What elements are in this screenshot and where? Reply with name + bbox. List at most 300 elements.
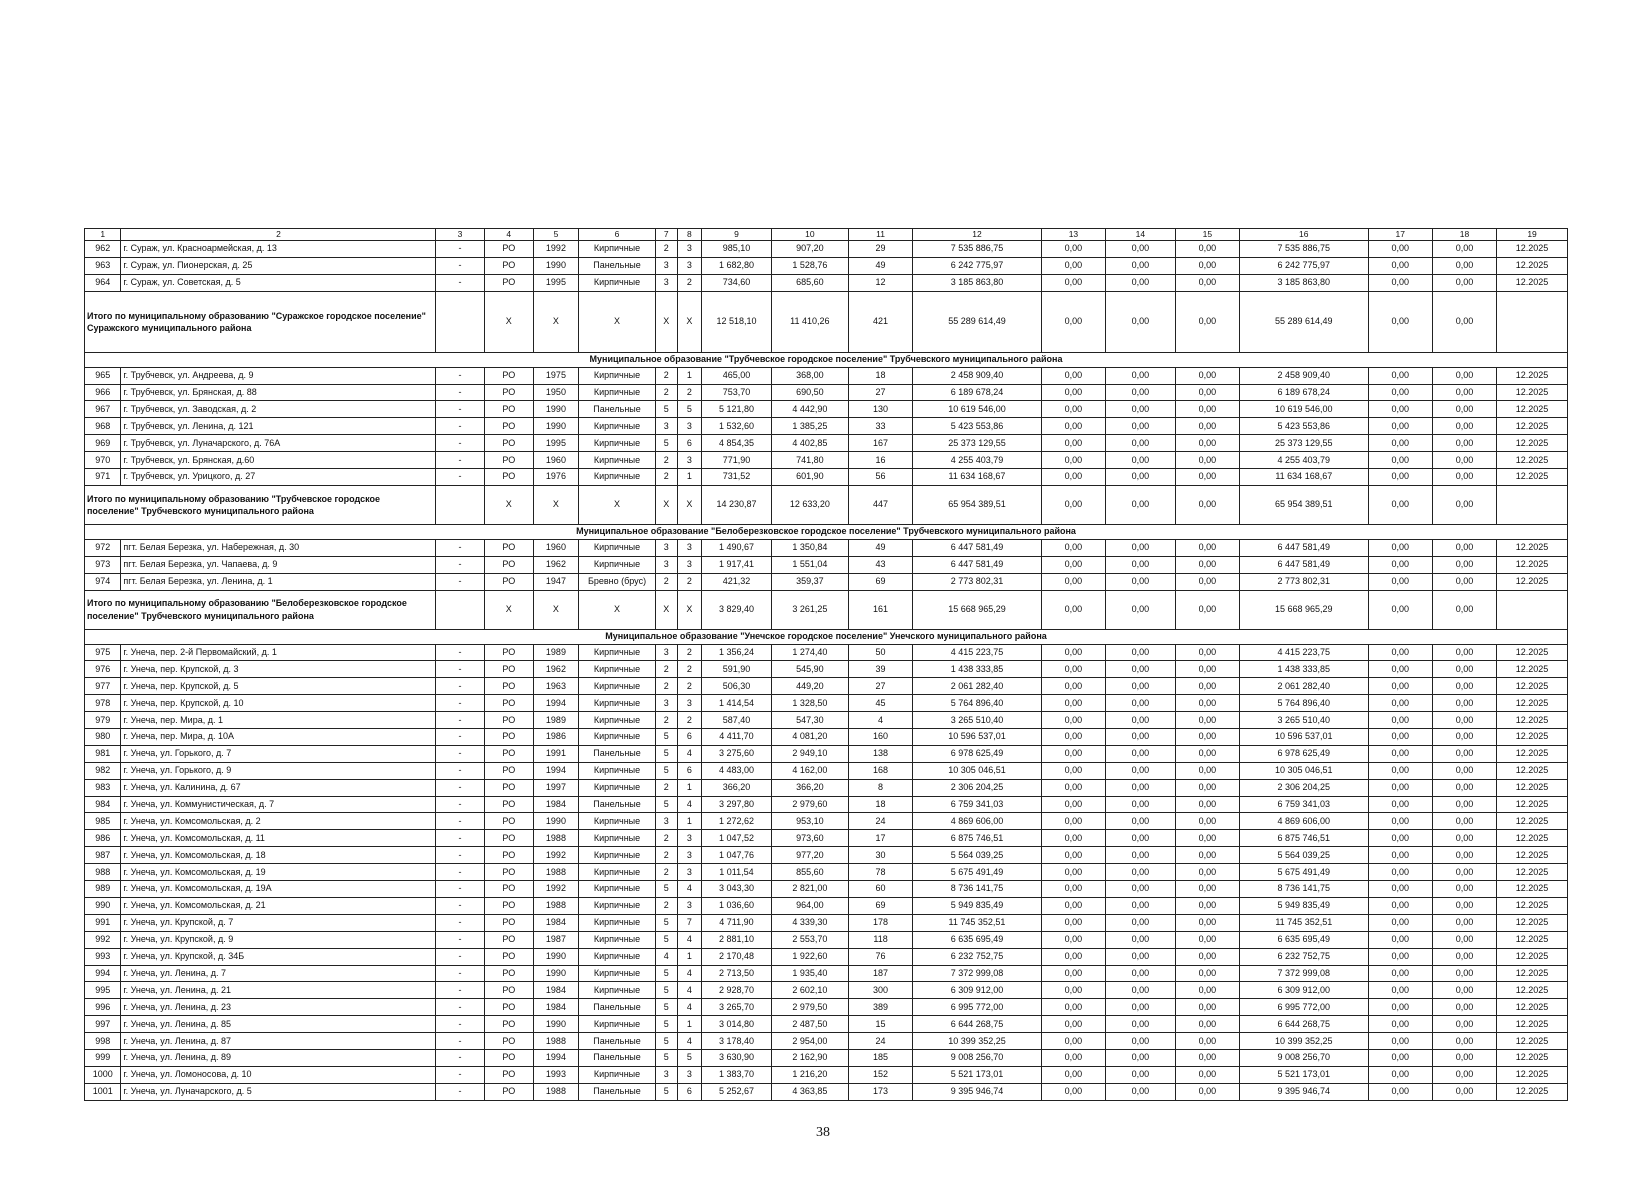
table-cell: - <box>436 1016 484 1033</box>
subtotal-cell: X <box>484 291 533 352</box>
table-cell: 2 954,00 <box>771 1033 848 1050</box>
table-cell: 3 <box>677 418 702 435</box>
table-cell: 690,50 <box>771 384 848 401</box>
subtotal-cell: X <box>656 485 677 524</box>
table-cell: Панельные <box>578 745 655 762</box>
table-cell: 10 305 046,51 <box>913 762 1042 779</box>
subtotal-cell <box>436 485 484 524</box>
table-cell: Кирпичные <box>578 948 655 965</box>
table-row <box>85 257 1568 274</box>
table-cell: 6 189 678,24 <box>1239 384 1368 401</box>
subtotal-cell: X <box>484 590 533 629</box>
table-cell: 0,00 <box>1175 982 1239 999</box>
table-cell: 12.2025 <box>1497 729 1568 746</box>
table-row <box>85 796 1568 813</box>
column-number: 6 <box>578 229 655 241</box>
table-cell: 0,00 <box>1432 539 1496 556</box>
table-cell: 0,00 <box>1106 1033 1176 1050</box>
column-number: 8 <box>677 229 702 241</box>
table-cell: Бревно (брус) <box>578 573 655 590</box>
table-cell: 5 521 173,01 <box>913 1066 1042 1083</box>
table-cell: 0,00 <box>1106 779 1176 796</box>
table-cell: Панельные <box>578 401 655 418</box>
table-cell: - <box>436 695 484 712</box>
table-cell: 12.2025 <box>1497 1066 1568 1083</box>
table-cell: 545,90 <box>771 661 848 678</box>
subtotal-cell: 447 <box>848 485 912 524</box>
table-row <box>85 931 1568 948</box>
table-cell: 1984 <box>533 796 578 813</box>
table-cell: 0,00 <box>1368 847 1432 864</box>
table-cell: 0,00 <box>1368 813 1432 830</box>
table-cell: 1984 <box>533 982 578 999</box>
table-cell: РО <box>484 830 533 847</box>
table-cell: 0,00 <box>1106 1066 1176 1083</box>
table-cell: 962 <box>85 241 121 258</box>
table-cell: 12.2025 <box>1497 644 1568 661</box>
table-cell: 1 490,67 <box>702 539 772 556</box>
subtotal-row <box>85 590 1568 629</box>
table-cell: Кирпичные <box>578 830 655 847</box>
table-cell: Кирпичные <box>578 644 655 661</box>
table-cell: 0,00 <box>1432 435 1496 452</box>
table-cell: 0,00 <box>1106 384 1176 401</box>
table-cell: г. Унеча, ул. Ленина, д. 85 <box>121 1016 436 1033</box>
subtotal-cell <box>1497 291 1568 352</box>
table-cell: 152 <box>848 1066 912 1083</box>
table-cell: 3 178,40 <box>702 1033 772 1050</box>
table-cell: 6 875 746,51 <box>913 830 1042 847</box>
table-cell: 6 875 746,51 <box>1239 830 1368 847</box>
table-cell: Кирпичные <box>578 367 655 384</box>
table-cell: РО <box>484 1066 533 1083</box>
column-number: 9 <box>702 229 772 241</box>
table-cell: 0,00 <box>1175 779 1239 796</box>
table-cell: 0,00 <box>1432 678 1496 695</box>
table-cell: 5 521 173,01 <box>1239 1066 1368 1083</box>
table-cell: 389 <box>848 999 912 1016</box>
table-cell: РО <box>484 1033 533 1050</box>
table-cell: Кирпичные <box>578 762 655 779</box>
table-cell: РО <box>484 469 533 486</box>
table-cell: 5 <box>656 982 677 999</box>
table-cell: 0,00 <box>1175 864 1239 881</box>
table-cell: 5 <box>656 745 677 762</box>
table-cell: 12.2025 <box>1497 678 1568 695</box>
table-cell: 1 528,76 <box>771 257 848 274</box>
table-cell: 1 438 333,85 <box>1239 661 1368 678</box>
subtotal-cell: 0,00 <box>1041 590 1105 629</box>
table-cell: г. Унеча, пер. Мира, д. 1 <box>121 712 436 729</box>
table-row <box>85 948 1568 965</box>
table-cell: 981 <box>85 745 121 762</box>
table-cell: 1963 <box>533 678 578 695</box>
subtotal-cell: 0,00 <box>1041 291 1105 352</box>
table-cell: 6 <box>677 435 702 452</box>
table-cell: 0,00 <box>1106 830 1176 847</box>
table-cell: 168 <box>848 762 912 779</box>
subtotal-cell <box>1497 590 1568 629</box>
table-cell: 12.2025 <box>1497 779 1568 796</box>
table-cell: 0,00 <box>1106 241 1176 258</box>
table-cell: 0,00 <box>1175 452 1239 469</box>
table-cell: - <box>436 1083 484 1100</box>
table-cell: 0,00 <box>1175 813 1239 830</box>
table-cell: 4 411,70 <box>702 729 772 746</box>
table-cell: 0,00 <box>1432 1066 1496 1083</box>
table-cell: РО <box>484 241 533 258</box>
table-cell: 0,00 <box>1041 897 1105 914</box>
table-cell: 994 <box>85 965 121 982</box>
table-cell: 5 <box>656 914 677 931</box>
table-cell: 0,00 <box>1041 796 1105 813</box>
table-row <box>85 469 1568 486</box>
table-cell: 0,00 <box>1368 241 1432 258</box>
table-cell: 753,70 <box>702 384 772 401</box>
column-number: 15 <box>1175 229 1239 241</box>
table-cell: 1 036,60 <box>702 897 772 914</box>
table-cell: Панельные <box>578 999 655 1016</box>
table-cell: 6 <box>677 1083 702 1100</box>
table-cell: РО <box>484 539 533 556</box>
table-cell: 12.2025 <box>1497 982 1568 999</box>
table-cell: 1 <box>677 813 702 830</box>
table-cell: 1994 <box>533 762 578 779</box>
table-cell: - <box>436 982 484 999</box>
table-cell: 0,00 <box>1432 999 1496 1016</box>
table-cell: Кирпичные <box>578 931 655 948</box>
table-cell: 2 <box>656 573 677 590</box>
table-cell: 17 <box>848 830 912 847</box>
table-cell: 0,00 <box>1432 830 1496 847</box>
table-cell: 12.2025 <box>1497 573 1568 590</box>
table-cell: 12.2025 <box>1497 745 1568 762</box>
table-cell: 0,00 <box>1368 274 1432 291</box>
table-cell: 0,00 <box>1175 1049 1239 1066</box>
table-cell: 12.2025 <box>1497 931 1568 948</box>
table-cell: 1994 <box>533 695 578 712</box>
table-cell: 4 363,85 <box>771 1083 848 1100</box>
table-row <box>85 274 1568 291</box>
table-cell: 9 008 256,70 <box>913 1049 1042 1066</box>
table-cell: 0,00 <box>1368 712 1432 729</box>
table-cell: - <box>436 830 484 847</box>
table-cell: 0,00 <box>1106 644 1176 661</box>
table-row <box>85 762 1568 779</box>
table-cell: 25 373 129,55 <box>1239 435 1368 452</box>
table-cell: 12.2025 <box>1497 556 1568 573</box>
table-cell: Панельные <box>578 1049 655 1066</box>
subtotal-cell: 0,00 <box>1368 590 1432 629</box>
table-cell: Кирпичные <box>578 813 655 830</box>
table-row <box>85 864 1568 881</box>
table-cell: 1990 <box>533 418 578 435</box>
table-cell: 5 675 491,49 <box>913 864 1042 881</box>
table-cell: 0,00 <box>1432 712 1496 729</box>
table-cell: 2 458 909,40 <box>913 367 1042 384</box>
table-cell: 25 373 129,55 <box>913 435 1042 452</box>
table-cell: 6 978 625,49 <box>1239 745 1368 762</box>
table-cell: 0,00 <box>1175 367 1239 384</box>
table-cell: 0,00 <box>1106 469 1176 486</box>
table-cell: 0,00 <box>1041 830 1105 847</box>
subtotal-cell: 0,00 <box>1432 590 1496 629</box>
table-cell: 0,00 <box>1106 897 1176 914</box>
table-cell: 0,00 <box>1368 452 1432 469</box>
table-cell: 1986 <box>533 729 578 746</box>
table-cell: 1993 <box>533 1066 578 1083</box>
table-cell: - <box>436 452 484 469</box>
table-cell: г. Унеча, ул. Комсомольская, д. 18 <box>121 847 436 864</box>
table-cell: 1 <box>677 469 702 486</box>
table-cell: 4 442,90 <box>771 401 848 418</box>
table-cell: 7 <box>677 914 702 931</box>
table-cell: г. Унеча, ул. Комсомольская, д. 19А <box>121 881 436 898</box>
table-cell: 0,00 <box>1106 678 1176 695</box>
table-cell: 2 <box>677 274 702 291</box>
column-number: 12 <box>913 229 1042 241</box>
table-row <box>85 813 1568 830</box>
table-cell: Кирпичные <box>578 274 655 291</box>
table-cell: 0,00 <box>1175 257 1239 274</box>
table-cell: 2 979,60 <box>771 796 848 813</box>
table-cell: 1 <box>677 367 702 384</box>
table-cell: 2 162,90 <box>771 1049 848 1066</box>
table-cell: г. Трубчевск, ул. Урицкого, д. 27 <box>121 469 436 486</box>
table-cell: РО <box>484 914 533 931</box>
subtotal-cell: X <box>677 485 702 524</box>
table-cell: 0,00 <box>1041 1049 1105 1066</box>
table-cell: 0,00 <box>1041 257 1105 274</box>
table-cell: 24 <box>848 813 912 830</box>
table-cell: 0,00 <box>1106 1083 1176 1100</box>
table-cell: 0,00 <box>1368 745 1432 762</box>
table-cell: 12.2025 <box>1497 241 1568 258</box>
subtotal-cell: 0,00 <box>1432 291 1496 352</box>
table-cell: 0,00 <box>1041 435 1105 452</box>
table-cell: 12.2025 <box>1497 999 1568 1016</box>
table-cell: РО <box>484 401 533 418</box>
table-cell: 1960 <box>533 539 578 556</box>
table-cell: 3 297,80 <box>702 796 772 813</box>
table-cell: 0,00 <box>1106 1016 1176 1033</box>
table-cell: РО <box>484 965 533 982</box>
table-cell: 0,00 <box>1432 1049 1496 1066</box>
table-cell: 0,00 <box>1106 435 1176 452</box>
table-cell: 5 <box>656 729 677 746</box>
table-cell: 0,00 <box>1106 847 1176 864</box>
table-cell: - <box>436 965 484 982</box>
table-cell: Кирпичные <box>578 897 655 914</box>
table-cell: 0,00 <box>1368 965 1432 982</box>
table-cell: 993 <box>85 948 121 965</box>
table-cell: 0,00 <box>1106 573 1176 590</box>
table-cell: 0,00 <box>1041 241 1105 258</box>
table-cell: 15 <box>848 1016 912 1033</box>
table-cell: 5 <box>677 401 702 418</box>
table-cell: 0,00 <box>1368 982 1432 999</box>
table-cell: РО <box>484 729 533 746</box>
table-cell: 10 596 537,01 <box>1239 729 1368 746</box>
table-cell: г. Унеча, пер. 2-й Первомайский, д. 1 <box>121 644 436 661</box>
table-cell: 0,00 <box>1432 452 1496 469</box>
table-cell: 4 339,30 <box>771 914 848 931</box>
table-cell: 0,00 <box>1368 257 1432 274</box>
table-cell: РО <box>484 762 533 779</box>
table-row <box>85 999 1568 1016</box>
table-cell: г. Унеча, ул. Ломоносова, д. 10 <box>121 1066 436 1083</box>
table-cell: 685,60 <box>771 274 848 291</box>
table-cell: 69 <box>848 573 912 590</box>
table-cell: РО <box>484 695 533 712</box>
table-cell: 2 061 282,40 <box>1239 678 1368 695</box>
table-cell: 5 <box>656 401 677 418</box>
subtotal-cell: 3 261,25 <box>771 590 848 629</box>
table-row <box>85 745 1568 762</box>
table-cell: 5 423 553,86 <box>913 418 1042 435</box>
table-cell: РО <box>484 367 533 384</box>
table-cell: 4 711,90 <box>702 914 772 931</box>
table-cell: пгт. Белая Березка, ул. Чапаева, д. 9 <box>121 556 436 573</box>
table-cell: 3 <box>656 274 677 291</box>
table-cell: 6 <box>677 729 702 746</box>
table-cell: 12.2025 <box>1497 435 1568 452</box>
table-cell: 0,00 <box>1368 556 1432 573</box>
table-cell: - <box>436 644 484 661</box>
table-cell: РО <box>484 435 533 452</box>
table-cell: 18 <box>848 796 912 813</box>
table-cell: 2 061 282,40 <box>913 678 1042 695</box>
table-cell: 2 <box>677 678 702 695</box>
subtotal-cell: 0,00 <box>1368 291 1432 352</box>
subtotal-cell: 0,00 <box>1175 485 1239 524</box>
table-cell: 3 630,90 <box>702 1049 772 1066</box>
table-cell: 771,90 <box>702 452 772 469</box>
table-row <box>85 1066 1568 1083</box>
table-cell: 4 483,00 <box>702 762 772 779</box>
table-cell: 12.2025 <box>1497 847 1568 864</box>
table-cell: 0,00 <box>1106 982 1176 999</box>
subtotal-cell: X <box>656 590 677 629</box>
table-cell: 6 189 678,24 <box>913 384 1042 401</box>
table-cell: 4 081,20 <box>771 729 848 746</box>
table-cell: 3 <box>677 257 702 274</box>
table-cell: 43 <box>848 556 912 573</box>
table-row <box>85 401 1568 418</box>
table-cell: 3 <box>656 257 677 274</box>
table-cell: 0,00 <box>1368 678 1432 695</box>
table-cell: 9 395 946,74 <box>1239 1083 1368 1100</box>
column-number: 3 <box>436 229 484 241</box>
table-cell: 5 675 491,49 <box>1239 864 1368 881</box>
table-cell: 3 <box>656 418 677 435</box>
table-cell: 12.2025 <box>1497 1049 1568 1066</box>
table-cell: 1 <box>677 948 702 965</box>
table-cell: 1 <box>677 779 702 796</box>
table-cell: 990 <box>85 897 121 914</box>
table-cell: 5 <box>656 1049 677 1066</box>
subtotal-cell: 12 518,10 <box>702 291 772 352</box>
table-cell: 0,00 <box>1368 914 1432 931</box>
table-row <box>85 241 1568 258</box>
table-cell: 187 <box>848 965 912 982</box>
table-cell: 2 602,10 <box>771 982 848 999</box>
table-cell: РО <box>484 813 533 830</box>
table-cell: - <box>436 401 484 418</box>
table-cell: 0,00 <box>1106 914 1176 931</box>
table-cell: РО <box>484 418 533 435</box>
table-cell: Кирпичные <box>578 384 655 401</box>
table-cell: 0,00 <box>1175 1083 1239 1100</box>
table-cell: 1997 <box>533 779 578 796</box>
table-cell: 0,00 <box>1106 931 1176 948</box>
subtotal-cell: 15 668 965,29 <box>913 590 1042 629</box>
subtotal-cell: 0,00 <box>1106 590 1176 629</box>
table-cell: 5 <box>656 999 677 1016</box>
table-cell: 0,00 <box>1041 1066 1105 1083</box>
table-cell: - <box>436 418 484 435</box>
table-cell: Кирпичные <box>578 418 655 435</box>
table-cell: 359,37 <box>771 573 848 590</box>
table-cell: г. Унеча, ул. Крупской, д. 9 <box>121 931 436 948</box>
table-cell: РО <box>484 661 533 678</box>
table-cell: 0,00 <box>1432 1083 1496 1100</box>
table-cell: 2 <box>656 241 677 258</box>
table-cell: 27 <box>848 384 912 401</box>
table-cell: 6 978 625,49 <box>913 745 1042 762</box>
table-cell: - <box>436 813 484 830</box>
table-cell: 12.2025 <box>1497 452 1568 469</box>
subtotal-cell: X <box>484 485 533 524</box>
table-cell: 0,00 <box>1106 1049 1176 1066</box>
table-cell: Кирпичные <box>578 847 655 864</box>
table-cell: 0,00 <box>1175 914 1239 931</box>
table-cell: 0,00 <box>1041 1083 1105 1100</box>
page-number: 38 <box>816 1125 830 1140</box>
table-cell: 4 <box>656 948 677 965</box>
table-cell: РО <box>484 644 533 661</box>
table-cell: 130 <box>848 401 912 418</box>
subtotal-cell: 0,00 <box>1368 485 1432 524</box>
table-cell: РО <box>484 931 533 948</box>
table-cell: 7 372 999,08 <box>913 965 1042 982</box>
subtotal-cell: 15 668 965,29 <box>1239 590 1368 629</box>
table-cell: 3 014,80 <box>702 1016 772 1033</box>
table-cell: - <box>436 881 484 898</box>
table-cell: 995 <box>85 982 121 999</box>
subtotal-cell: 55 289 614,49 <box>1239 291 1368 352</box>
table-cell: 11 634 168,67 <box>913 469 1042 486</box>
table-cell: 1 350,84 <box>771 539 848 556</box>
table-cell: 1 356,24 <box>702 644 772 661</box>
table-cell: г. Трубчевск, ул. Заводская, д. 2 <box>121 401 436 418</box>
table-cell: 9 008 256,70 <box>1239 1049 1368 1066</box>
table-cell: 0,00 <box>1368 762 1432 779</box>
table-cell: 6 644 268,75 <box>913 1016 1042 1033</box>
table-cell: 989 <box>85 881 121 898</box>
table-cell: 5 <box>656 1016 677 1033</box>
table-cell: 971 <box>85 469 121 486</box>
subtotal-cell <box>436 291 484 352</box>
table-cell: 4 <box>677 999 702 1016</box>
table-cell: 953,10 <box>771 813 848 830</box>
table-cell: 731,52 <box>702 469 772 486</box>
table-cell: 12.2025 <box>1497 712 1568 729</box>
table-cell: 2 773 802,31 <box>1239 573 1368 590</box>
table-cell: 0,00 <box>1368 864 1432 881</box>
table-cell: 0,00 <box>1368 661 1432 678</box>
table-cell: Кирпичные <box>578 661 655 678</box>
